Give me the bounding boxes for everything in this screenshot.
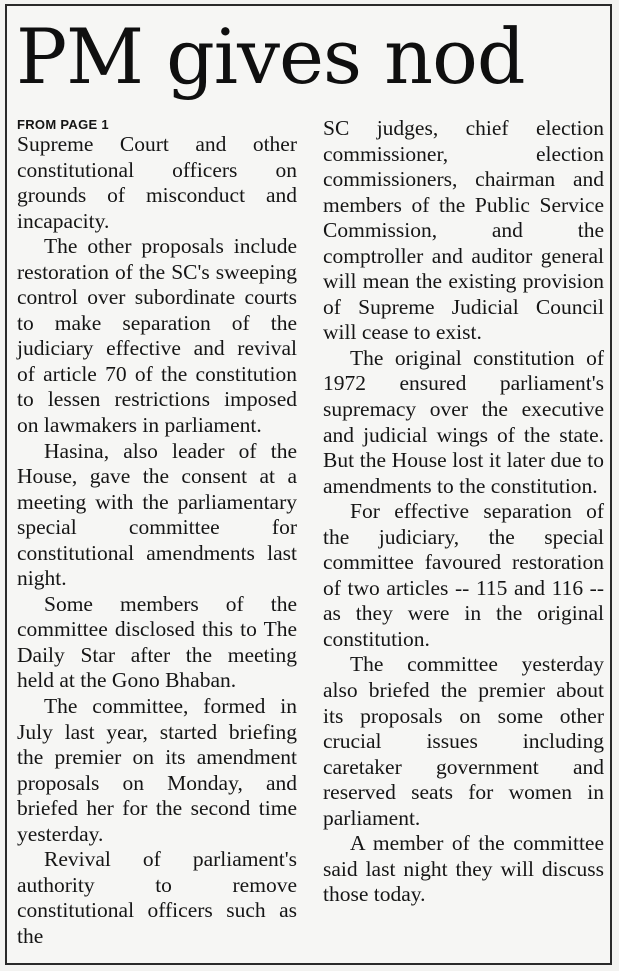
paragraph: The committee, formed in July last year, started briefing the premier on its amendment proposals on Monday, and briefed her for the second time yesterday.: [17, 694, 297, 846]
paragraph: The committee yesterday also briefed the premier about its proposals on some other crucial issues including caretaker government and reserved seats for women in parliament.: [323, 652, 604, 830]
headline: PM gives nod: [16, 12, 525, 101]
kicker: FROM PAGE 1: [17, 117, 109, 132]
paragraph: Some members of the committee disclosed this to The Daily Star after the meeting held at the Gono Bhaban.: [17, 591, 297, 693]
paragraph: The original constitution of 1972 ensured parliament's supremacy over the executive and judicial wings of the state. But the House lost it later due to amendments to the constitution.: [323, 345, 604, 498]
paragraph: SC judges, chief election commissioner, election commissioners, chairman and members of the Public Service Commission, and the comptroller and auditor general will mean the existing provision of Supreme Judicial Council will cease to exist.: [323, 116, 604, 345]
paragraph: Revival of parliament's authority to remove constitutional officers such as the: [17, 847, 297, 948]
paragraph: Supreme Court and other constitutional officers on grounds of misconduct and incapacity.: [17, 132, 297, 233]
paragraph: A member of the committee said last night they will discuss those today.: [323, 831, 604, 907]
right-column: [323, 116, 604, 908]
paragraph: The other proposals include restoration of the SC's sweeping control over subordinate courts to make separation of the judiciary effective and revival of article 70 of the constitution to lessen restrictions imposed on lawmakers in parliament.: [17, 234, 297, 438]
paragraph: Hasina, also leader of the House, gave the consent at a meeting with the parliamentary special committee for constitutional amendments last night.: [17, 438, 297, 591]
paragraph: For effective separation of the judiciary, the special committee favoured restoration of two articles -- 115 and 116 -- as they were in the original constitution.: [323, 499, 604, 651]
left-column: [17, 116, 297, 950]
